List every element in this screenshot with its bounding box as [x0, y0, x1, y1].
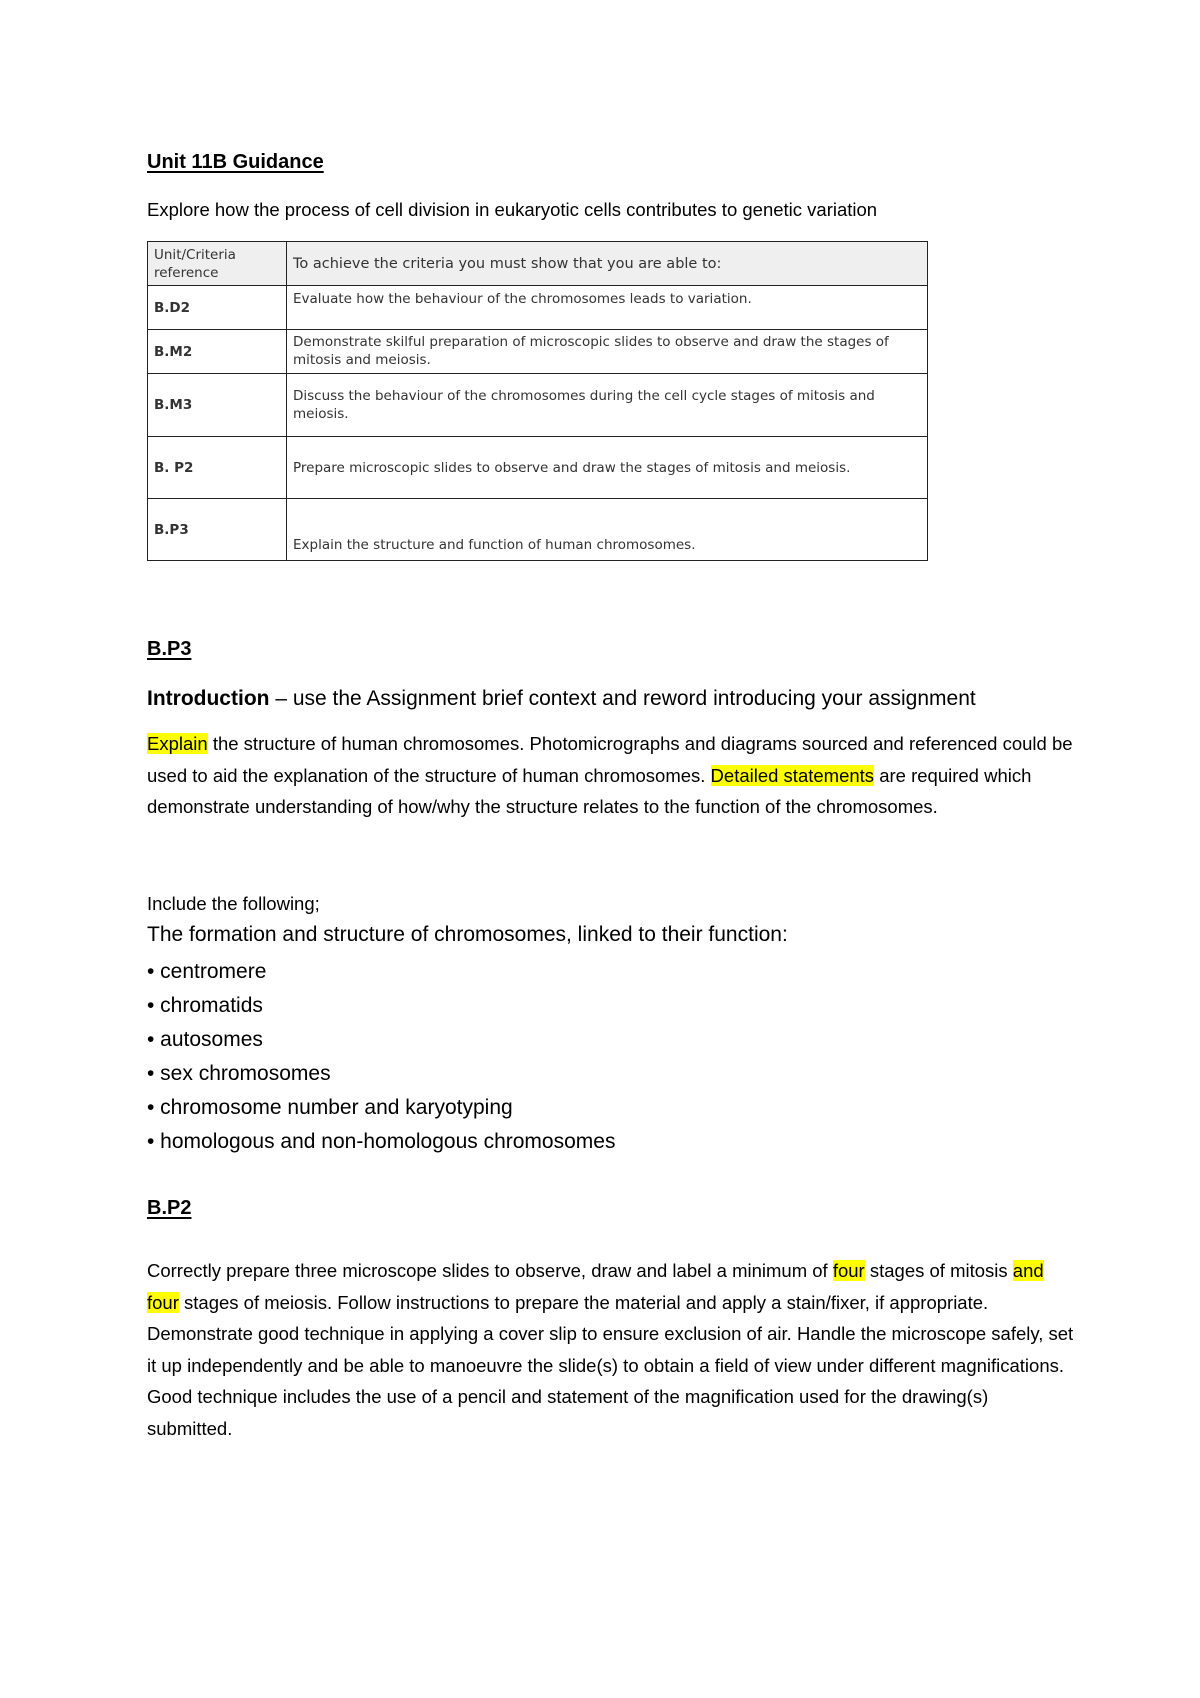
table-row [148, 330, 928, 374]
section-heading-p3: B.P3 [147, 638, 192, 660]
criteria-ref: B.P3 [148, 499, 287, 561]
criteria-ref: B.M2 [148, 330, 287, 374]
criteria-ref: B. P2 [148, 437, 287, 499]
criteria-desc: Discuss the behaviour of the chromosomes during the cell cycle stages of mitosis and meiosis. [287, 374, 928, 437]
list-item: • centromere [147, 960, 267, 983]
list-lead: The formation and structure of chromosomes, linked to their function: [147, 923, 788, 946]
highlight-four: four [832, 1260, 865, 1281]
introduction-text: – use the Assignment brief context and reword introducing your assignment [269, 687, 976, 710]
list-item: • chromosome number and karyotyping [147, 1096, 513, 1119]
section-heading-p2: B.P2 [147, 1197, 192, 1219]
list-item: • sex chromosomes [147, 1062, 331, 1085]
document-subtitle: Explore how the process of cell division in eukaryotic cells contributes to genetic variation [147, 199, 878, 220]
table-row [148, 499, 928, 561]
list-item: • autosomes [147, 1028, 263, 1051]
criteria-desc: Prepare microscopic slides to observe and draw the stages of mitosis and meiosis. [287, 437, 928, 499]
criteria-table [147, 241, 928, 561]
list-item: • homologous and non-homologous chromosomes [147, 1130, 616, 1153]
list-item: • chromatids [147, 994, 263, 1017]
highlight-detailed-statements: Detailed statements [710, 764, 875, 786]
highlight-and-four: and four [147, 1260, 1044, 1313]
table-row [148, 286, 928, 330]
header-ref-cell: Unit/Criteria reference [148, 242, 287, 286]
criteria-desc: Explain the structure and function of human chromosomes. [287, 499, 928, 561]
include-label: Include the following; [147, 893, 320, 914]
p3-text-2: are required which demonstrate understanding of how/why the structure relates to the function of the chromosomes. [147, 764, 1032, 817]
highlight-explain: Explain [147, 733, 208, 754]
p2-text-1: Correctly prepare three microscope slides to observe, draw and label a minimum of [147, 1260, 833, 1281]
p2-text-3: stages of meiosis. Follow instructions to prepare the material and apply a stain/fixer, if appropriate. Demonstrate good technique in applying a cover slip to ensure exclusion of air. Handle the microscope safely, set it up independently and be able to manoeuvre the slide(s) to obtain a field of view under different magnifications. Good technique includes the use of a pencil and statement of the magnification used for the drawing(s) submitted. [147, 1291, 1074, 1439]
table-row [148, 374, 928, 437]
header-desc-cell: To achieve the criteria you must show that you are able to: [287, 242, 928, 286]
document-title: Unit 11B Guidance [147, 151, 324, 173]
criteria-desc: Evaluate how the behaviour of the chromosomes leads to variation. [287, 286, 928, 330]
criteria-desc: Demonstrate skilful preparation of microscopic slides to observe and draw the stages of mitosis and meiosis. [287, 330, 928, 374]
table-row [148, 437, 928, 499]
introduction-label: Introduction [147, 687, 270, 710]
chromosome-topic-list [147, 955, 615, 1159]
p3-text-1: the structure of human chromosomes. Photomicrographs and diagrams sourced and referenced could be used to aid the explanation of the structure of human chromosomes. [147, 733, 1073, 786]
p2-text-2: stages of mitosis [864, 1260, 1013, 1281]
introduction-line [147, 686, 976, 712]
criteria-table-header [148, 242, 928, 286]
p3-paragraph [147, 728, 1077, 823]
criteria-ref: B.D2 [148, 286, 287, 330]
criteria-ref: B.M3 [148, 374, 287, 437]
p2-paragraph [147, 1255, 1077, 1444]
